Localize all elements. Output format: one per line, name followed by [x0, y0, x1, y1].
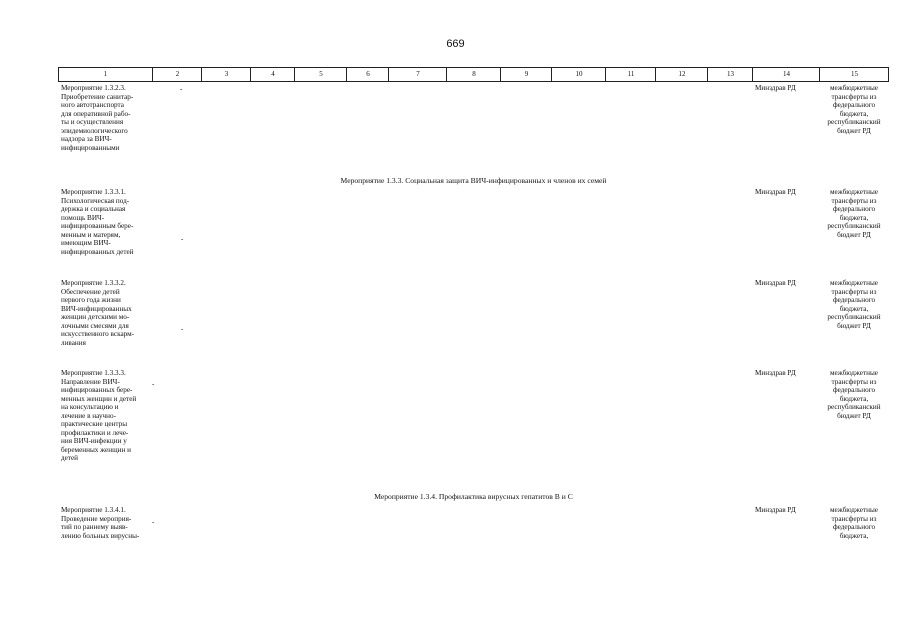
row-1-3-4-1-funding: межбюджетные трансферты из федерального бюджета,: [830, 506, 878, 540]
activity-1-3-3-1-text: Мероприятие 1.3.3.1. Психологическая под- держка и социальная помощь ВИЧ- инфицированным бере- менным и матерям, имеющим ВИЧ- инфицированных детей: [61, 188, 134, 256]
section-title-1-3-4: Мероприятие 1.3.4. Профилактика вирусных гепатитов В и С: [374, 492, 573, 501]
row-1-3-3-3-responsible: Минздрав РД: [755, 369, 796, 377]
column-header-15: 15: [819, 68, 889, 81]
column-header-9: 9: [500, 68, 552, 81]
row-1-3-2-3-funding: межбюджетные трансферты из федерального бюджета, республиканский бюджет РД: [827, 84, 881, 135]
row-1-3-4-1-responsible: Минздрав РД: [755, 506, 796, 514]
activity-1-3-2-3-text: Мероприятие 1.3.2.3. Приобретение санитар- ного автотранспорта для оперативной рабо- ты и осуществления эпидемиологического надзора за ВИЧ- инфицированными: [61, 84, 134, 152]
column-header-6: 6: [346, 68, 389, 81]
column-header-8: 8: [446, 68, 501, 81]
column-header-1: 1: [103, 70, 108, 78]
activity-1-3-3-2-text: Мероприятие 1.3.3.2. Обеспечение детей первого года жизни ВИЧ-инфицированных женщин детскими мо- лочными смесями для искусственного вскарм- ливания: [61, 279, 135, 347]
row-1-3-2-3-responsible: Минздрав РД: [755, 84, 796, 92]
column-header-14: 14: [752, 68, 820, 81]
column-header-3: 3: [201, 68, 251, 81]
column-header-7: 7: [388, 68, 447, 81]
row-1-3-4-1-col2: -: [152, 518, 155, 526]
row-1-3-3-1-funding: межбюджетные трансферты из федерального бюджета, республиканский бюджет РД: [827, 188, 881, 239]
row-1-3-3-2-responsible: Минздрав РД: [755, 279, 796, 287]
column-header-11: 11: [605, 68, 656, 81]
column-header-5: 5: [294, 68, 347, 81]
row-1-3-3-3-col2: -: [152, 380, 155, 388]
row-1-3-3-2-col2: -: [181, 325, 184, 333]
row-1-3-2-3-col2: -: [180, 85, 183, 93]
column-header-4: 4: [250, 68, 295, 81]
column-header-2: 2: [152, 68, 202, 81]
row-1-3-3-1-responsible: Минздрав РД: [755, 188, 796, 196]
column-header-10: 10: [551, 68, 606, 81]
page-number: 669: [446, 38, 465, 50]
column-header-13: 13: [707, 68, 753, 81]
section-title-1-3-3: Мероприятие 1.3.3. Социальная защита ВИЧ-инфицированных и членов их семей: [340, 176, 607, 185]
activity-1-3-3-3-text: Мероприятие 1.3.3.3. Направление ВИЧ- инфицированных бере- менных женщин и детей на консультацию и лечение в научно- практические центры профилактики и лече- ния ВИЧ-инфекции у беременных женщин и детей: [61, 369, 137, 462]
activity-1-3-4-1-text: Мероприятие 1.3.4.1. Проведение мероприя- тий по раннему выяв- лению больных вирусны-: [61, 506, 140, 540]
row-1-3-3-1-col2: -: [181, 235, 184, 243]
row-1-3-3-2-funding: межбюджетные трансферты из федерального бюджета, республиканский бюджет РД: [827, 279, 881, 330]
column-header-12: 12: [655, 68, 708, 81]
table-header-row: [58, 67, 889, 82]
row-1-3-3-3-funding: межбюджетные трансферты из федерального бюджета, республиканский бюджет РД: [827, 369, 881, 420]
